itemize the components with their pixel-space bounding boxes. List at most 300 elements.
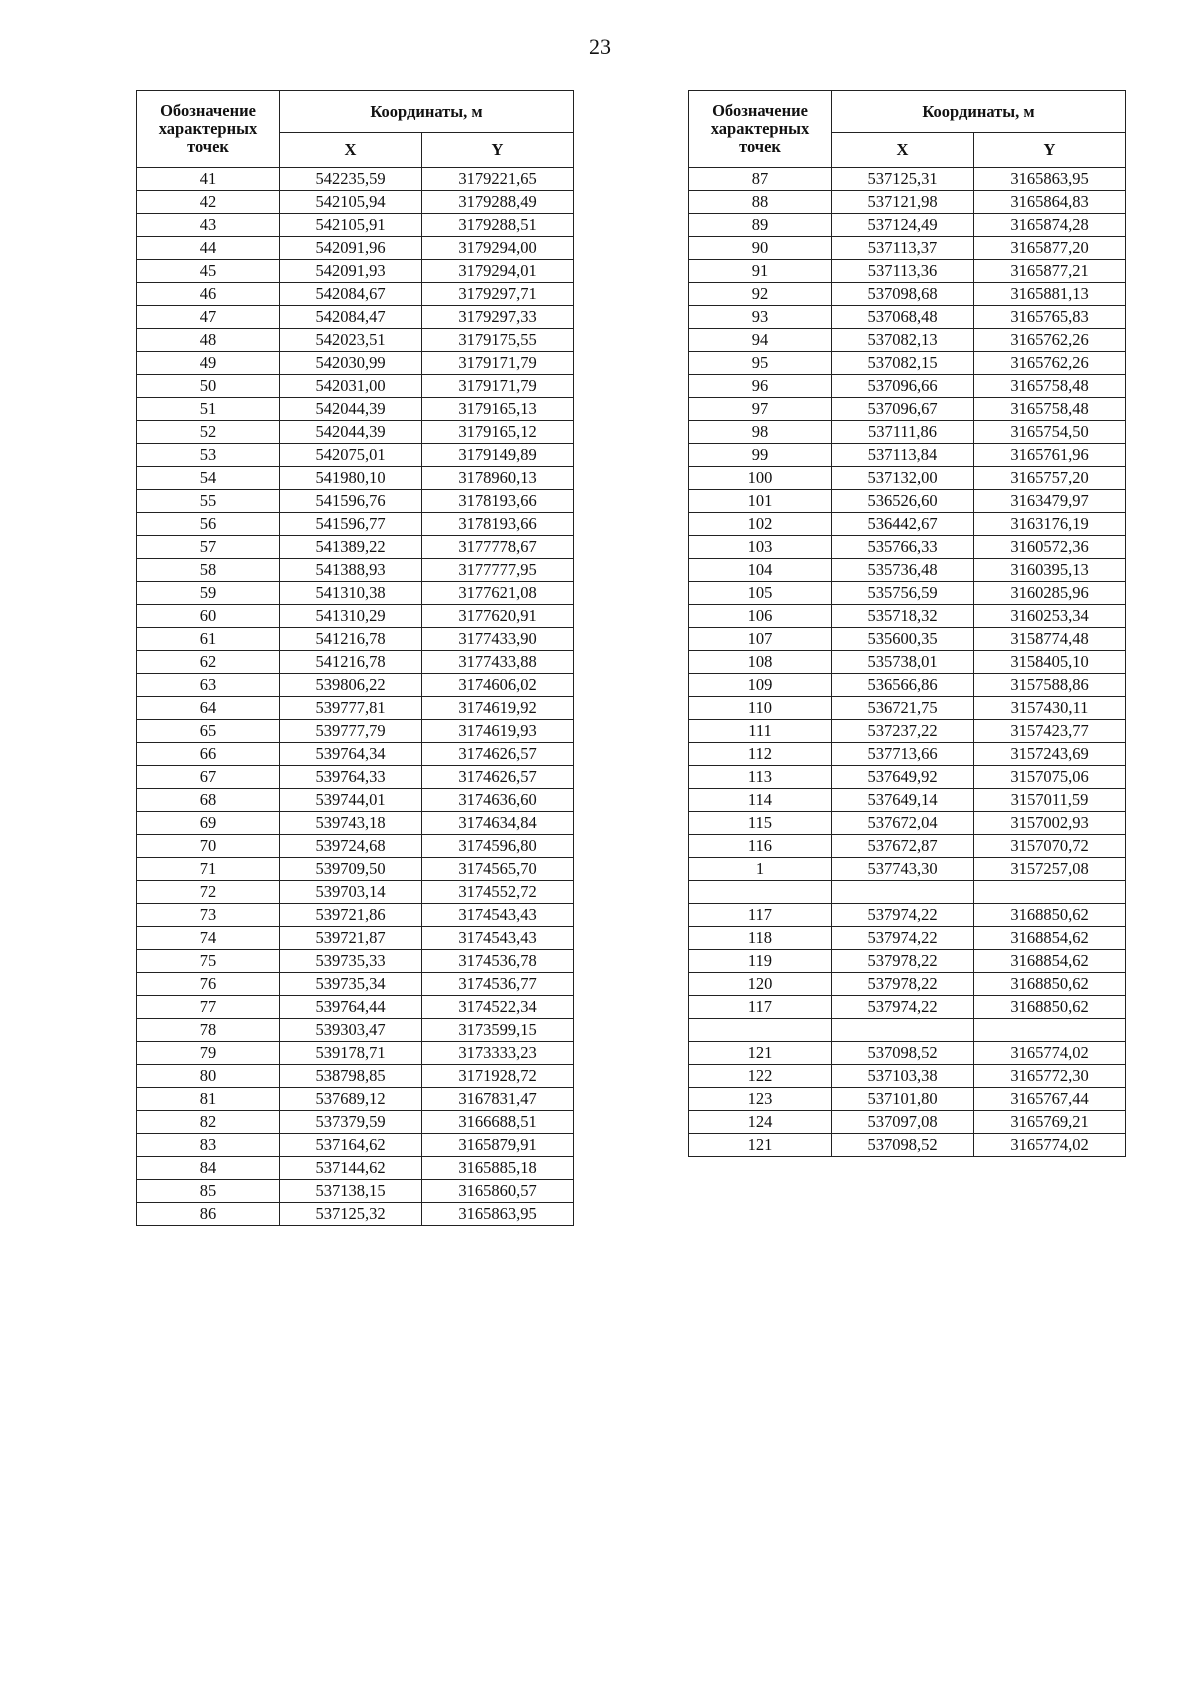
point-cell: 70 bbox=[137, 835, 280, 858]
table-row bbox=[689, 812, 1126, 835]
table-row bbox=[137, 812, 574, 835]
y-coordinate-cell: 3179297,33 bbox=[422, 306, 574, 329]
y-coordinate-cell: 3179149,89 bbox=[422, 444, 574, 467]
y-coordinate-cell: 3179297,71 bbox=[422, 283, 574, 306]
point-cell: 115 bbox=[689, 812, 832, 835]
point-cell: 57 bbox=[137, 536, 280, 559]
y-coordinate-cell: 3157588,86 bbox=[974, 674, 1126, 697]
table-row bbox=[137, 835, 574, 858]
table-row bbox=[689, 1134, 1126, 1157]
point-cell: 72 bbox=[137, 881, 280, 904]
y-coordinate-cell: 3174606,02 bbox=[422, 674, 574, 697]
point-cell: 63 bbox=[137, 674, 280, 697]
x-coordinate-cell: 542084,67 bbox=[280, 283, 422, 306]
x-coordinate-cell: 541596,77 bbox=[280, 513, 422, 536]
x-coordinate-cell: 541216,78 bbox=[280, 628, 422, 651]
point-cell: 75 bbox=[137, 950, 280, 973]
y-coordinate-cell: 3174626,57 bbox=[422, 743, 574, 766]
point-cell: 86 bbox=[137, 1203, 280, 1226]
y-coordinate-cell: 3174522,34 bbox=[422, 996, 574, 1019]
point-cell: 83 bbox=[137, 1134, 280, 1157]
point-cell: 95 bbox=[689, 352, 832, 375]
y-coordinate-cell: 3165863,95 bbox=[422, 1203, 574, 1226]
point-cell: 117 bbox=[689, 996, 832, 1019]
y-coordinate-cell: 3178960,13 bbox=[422, 467, 574, 490]
point-cell: 54 bbox=[137, 467, 280, 490]
y-coordinate-cell: 3179165,12 bbox=[422, 421, 574, 444]
table-row bbox=[137, 766, 574, 789]
y-coordinate-cell: 3157257,08 bbox=[974, 858, 1126, 881]
y-coordinate-cell: 3160253,34 bbox=[974, 605, 1126, 628]
point-cell: 50 bbox=[137, 375, 280, 398]
table-row bbox=[137, 950, 574, 973]
point-cell: 110 bbox=[689, 697, 832, 720]
table-row bbox=[689, 513, 1126, 536]
point-cell: 94 bbox=[689, 329, 832, 352]
point-cell: 69 bbox=[137, 812, 280, 835]
x-coordinate-cell: 536526,60 bbox=[832, 490, 974, 513]
table-row bbox=[689, 858, 1126, 881]
coordinates-table-left-body bbox=[137, 168, 574, 1226]
y-coordinate-cell: 3165754,50 bbox=[974, 421, 1126, 444]
y-coordinate-cell: 3179175,55 bbox=[422, 329, 574, 352]
x-coordinate-cell: 537974,22 bbox=[832, 904, 974, 927]
y-coordinate-cell: 3165877,21 bbox=[974, 260, 1126, 283]
point-cell: 111 bbox=[689, 720, 832, 743]
y-coordinate-cell: 3174626,57 bbox=[422, 766, 574, 789]
y-coordinate-cell: 3165761,96 bbox=[974, 444, 1126, 467]
x-coordinate-cell: 539764,34 bbox=[280, 743, 422, 766]
coordinates-header: Координаты, м bbox=[832, 91, 1126, 133]
page-number: 23 bbox=[589, 34, 611, 59]
y-coordinate-cell: 3179171,79 bbox=[422, 352, 574, 375]
x-coordinate-cell: 537649,14 bbox=[832, 789, 974, 812]
x-coordinate-cell: 537978,22 bbox=[832, 950, 974, 973]
point-cell: 84 bbox=[137, 1157, 280, 1180]
point-cell: 85 bbox=[137, 1180, 280, 1203]
x-coordinate-cell: 537649,92 bbox=[832, 766, 974, 789]
table-row bbox=[689, 881, 1126, 904]
x-coordinate-cell: 539735,34 bbox=[280, 973, 422, 996]
point-cell: 92 bbox=[689, 283, 832, 306]
y-coordinate-cell: 3171928,72 bbox=[422, 1065, 574, 1088]
point-cell: 100 bbox=[689, 467, 832, 490]
table-row bbox=[689, 651, 1126, 674]
point-cell: 45 bbox=[137, 260, 280, 283]
x-column-header: X bbox=[832, 133, 974, 168]
y-coordinate-cell: 3179294,01 bbox=[422, 260, 574, 283]
table-row bbox=[689, 1065, 1126, 1088]
table-row bbox=[689, 1111, 1126, 1134]
point-cell: 88 bbox=[689, 191, 832, 214]
point-cell: 67 bbox=[137, 766, 280, 789]
table-row bbox=[137, 651, 574, 674]
y-coordinate-cell: 3160395,13 bbox=[974, 559, 1126, 582]
y-coordinate-cell: 3163176,19 bbox=[974, 513, 1126, 536]
x-coordinate-cell: 537974,22 bbox=[832, 927, 974, 950]
table-row bbox=[137, 490, 574, 513]
y-coordinate-cell: 3174619,93 bbox=[422, 720, 574, 743]
x-coordinate-cell: 537111,86 bbox=[832, 421, 974, 444]
y-coordinate-cell: 3165874,28 bbox=[974, 214, 1126, 237]
table-row bbox=[137, 306, 574, 329]
table-row bbox=[689, 306, 1126, 329]
table-row bbox=[137, 467, 574, 490]
y-coordinate-cell: 3173599,15 bbox=[422, 1019, 574, 1042]
point-designation-header: Обозначение характерных точек bbox=[137, 91, 280, 168]
point-cell: 49 bbox=[137, 352, 280, 375]
table-row bbox=[689, 375, 1126, 398]
x-coordinate-cell: 536566,86 bbox=[832, 674, 974, 697]
x-coordinate-cell: 536442,67 bbox=[832, 513, 974, 536]
point-cell bbox=[689, 881, 832, 904]
coordinates-table-right bbox=[688, 90, 1126, 1157]
x-coordinate-cell: 539178,71 bbox=[280, 1042, 422, 1065]
point-cell: 112 bbox=[689, 743, 832, 766]
x-coordinate-cell: 541310,38 bbox=[280, 582, 422, 605]
table-row bbox=[689, 421, 1126, 444]
y-coordinate-cell: 3174565,70 bbox=[422, 858, 574, 881]
table-row bbox=[137, 904, 574, 927]
y-coordinate-cell: 3174543,43 bbox=[422, 927, 574, 950]
point-cell: 43 bbox=[137, 214, 280, 237]
point-cell: 44 bbox=[137, 237, 280, 260]
y-coordinate-cell: 3179288,49 bbox=[422, 191, 574, 214]
x-coordinate-cell: 541596,76 bbox=[280, 490, 422, 513]
point-cell: 96 bbox=[689, 375, 832, 398]
x-coordinate-cell: 537121,98 bbox=[832, 191, 974, 214]
x-coordinate-cell: 537113,37 bbox=[832, 237, 974, 260]
table-row bbox=[689, 237, 1126, 260]
table-row bbox=[689, 743, 1126, 766]
table-row bbox=[689, 720, 1126, 743]
table-row bbox=[689, 973, 1126, 996]
point-cell: 56 bbox=[137, 513, 280, 536]
point-cell: 109 bbox=[689, 674, 832, 697]
y-coordinate-cell: 3165758,48 bbox=[974, 398, 1126, 421]
table-row bbox=[137, 628, 574, 651]
point-cell: 64 bbox=[137, 697, 280, 720]
point-cell bbox=[689, 1019, 832, 1042]
table-row bbox=[137, 1065, 574, 1088]
table-row bbox=[689, 789, 1126, 812]
x-coordinate-cell: 537237,22 bbox=[832, 720, 974, 743]
y-coordinate-cell: 3179171,79 bbox=[422, 375, 574, 398]
y-coordinate-cell bbox=[974, 881, 1126, 904]
table-row bbox=[689, 674, 1126, 697]
table-row bbox=[137, 191, 574, 214]
point-cell: 91 bbox=[689, 260, 832, 283]
table-row bbox=[689, 352, 1126, 375]
y-coordinate-cell: 3174634,84 bbox=[422, 812, 574, 835]
y-coordinate-cell: 3177620,91 bbox=[422, 605, 574, 628]
point-cell: 60 bbox=[137, 605, 280, 628]
x-coordinate-cell: 537096,66 bbox=[832, 375, 974, 398]
y-coordinate-cell: 3158774,48 bbox=[974, 628, 1126, 651]
table-row bbox=[137, 444, 574, 467]
table-row bbox=[689, 582, 1126, 605]
point-cell: 59 bbox=[137, 582, 280, 605]
x-coordinate-cell: 541389,22 bbox=[280, 536, 422, 559]
point-cell: 93 bbox=[689, 306, 832, 329]
point-cell: 82 bbox=[137, 1111, 280, 1134]
x-coordinate-cell: 537098,68 bbox=[832, 283, 974, 306]
table-row bbox=[689, 490, 1126, 513]
y-coordinate-cell: 3165863,95 bbox=[974, 168, 1126, 191]
x-coordinate-cell: 542030,99 bbox=[280, 352, 422, 375]
x-coordinate-cell: 537132,00 bbox=[832, 467, 974, 490]
y-coordinate-cell: 3168854,62 bbox=[974, 927, 1126, 950]
point-cell: 71 bbox=[137, 858, 280, 881]
table-row bbox=[137, 214, 574, 237]
y-coordinate-cell: 3174619,92 bbox=[422, 697, 574, 720]
x-coordinate-cell: 542044,39 bbox=[280, 398, 422, 421]
y-coordinate-cell: 3165757,20 bbox=[974, 467, 1126, 490]
y-coordinate-cell: 3178193,66 bbox=[422, 490, 574, 513]
table-row bbox=[137, 973, 574, 996]
x-coordinate-cell: 539744,01 bbox=[280, 789, 422, 812]
point-cell: 81 bbox=[137, 1088, 280, 1111]
point-cell: 97 bbox=[689, 398, 832, 421]
x-coordinate-cell: 537096,67 bbox=[832, 398, 974, 421]
point-cell: 122 bbox=[689, 1065, 832, 1088]
point-cell: 104 bbox=[689, 559, 832, 582]
y-coordinate-cell: 3179165,13 bbox=[422, 398, 574, 421]
point-cell: 52 bbox=[137, 421, 280, 444]
table-row bbox=[137, 329, 574, 352]
table-row bbox=[137, 352, 574, 375]
point-cell: 48 bbox=[137, 329, 280, 352]
point-cell: 114 bbox=[689, 789, 832, 812]
point-cell: 123 bbox=[689, 1088, 832, 1111]
point-cell: 121 bbox=[689, 1134, 832, 1157]
y-coordinate-cell: 3165762,26 bbox=[974, 329, 1126, 352]
table-row bbox=[137, 1019, 574, 1042]
y-coordinate-cell: 3165864,83 bbox=[974, 191, 1126, 214]
x-coordinate-cell: 535738,01 bbox=[832, 651, 974, 674]
point-cell: 74 bbox=[137, 927, 280, 950]
table-row bbox=[689, 950, 1126, 973]
point-cell: 105 bbox=[689, 582, 832, 605]
table-row bbox=[137, 927, 574, 950]
x-coordinate-cell: 537098,52 bbox=[832, 1134, 974, 1157]
x-coordinate-cell: 537672,87 bbox=[832, 835, 974, 858]
point-cell: 121 bbox=[689, 1042, 832, 1065]
y-coordinate-cell: 3157070,72 bbox=[974, 835, 1126, 858]
table-row bbox=[689, 996, 1126, 1019]
y-coordinate-cell: 3177621,08 bbox=[422, 582, 574, 605]
table-row bbox=[137, 1203, 574, 1226]
point-cell: 113 bbox=[689, 766, 832, 789]
y-coordinate-cell: 3157075,06 bbox=[974, 766, 1126, 789]
y-column-header: Y bbox=[974, 133, 1126, 168]
y-coordinate-cell: 3177778,67 bbox=[422, 536, 574, 559]
x-coordinate-cell: 542031,00 bbox=[280, 375, 422, 398]
table-row bbox=[689, 835, 1126, 858]
y-coordinate-cell: 3157002,93 bbox=[974, 812, 1126, 835]
y-coordinate-cell: 3178193,66 bbox=[422, 513, 574, 536]
x-coordinate-cell: 537164,62 bbox=[280, 1134, 422, 1157]
y-coordinate-cell: 3165774,02 bbox=[974, 1134, 1126, 1157]
table-row bbox=[137, 559, 574, 582]
point-cell: 117 bbox=[689, 904, 832, 927]
y-coordinate-cell: 3165758,48 bbox=[974, 375, 1126, 398]
y-coordinate-cell: 3160572,36 bbox=[974, 536, 1126, 559]
y-coordinate-cell: 3165767,44 bbox=[974, 1088, 1126, 1111]
table-row bbox=[137, 513, 574, 536]
table-row bbox=[689, 927, 1126, 950]
y-coordinate-cell: 3167831,47 bbox=[422, 1088, 574, 1111]
x-coordinate-cell bbox=[832, 1019, 974, 1042]
x-coordinate-cell: 539777,79 bbox=[280, 720, 422, 743]
table-row bbox=[137, 168, 574, 191]
y-coordinate-cell: 3173333,23 bbox=[422, 1042, 574, 1065]
table-row bbox=[137, 237, 574, 260]
y-coordinate-cell: 3157011,59 bbox=[974, 789, 1126, 812]
x-coordinate-cell: 537713,66 bbox=[832, 743, 974, 766]
y-coordinate-cell: 3165769,21 bbox=[974, 1111, 1126, 1134]
y-coordinate-cell: 3174543,43 bbox=[422, 904, 574, 927]
y-coordinate-cell: 3174536,77 bbox=[422, 973, 574, 996]
table-row bbox=[137, 605, 574, 628]
x-coordinate-cell: 539703,14 bbox=[280, 881, 422, 904]
point-cell: 68 bbox=[137, 789, 280, 812]
x-coordinate-cell: 541216,78 bbox=[280, 651, 422, 674]
point-cell: 101 bbox=[689, 490, 832, 513]
table-row bbox=[689, 536, 1126, 559]
table-row bbox=[137, 881, 574, 904]
table-row bbox=[689, 168, 1126, 191]
table-row bbox=[689, 214, 1126, 237]
point-designation-header: Обозначение характерных точек bbox=[689, 91, 832, 168]
y-coordinate-cell: 3165762,26 bbox=[974, 352, 1126, 375]
table-row bbox=[689, 398, 1126, 421]
y-coordinate-cell: 3177433,90 bbox=[422, 628, 574, 651]
x-coordinate-cell: 537138,15 bbox=[280, 1180, 422, 1203]
point-cell: 99 bbox=[689, 444, 832, 467]
y-coordinate-cell: 3179294,00 bbox=[422, 237, 574, 260]
table-row bbox=[137, 743, 574, 766]
table-row bbox=[137, 697, 574, 720]
y-coordinate-cell: 3158405,10 bbox=[974, 651, 1126, 674]
point-cell: 78 bbox=[137, 1019, 280, 1042]
y-coordinate-cell: 3168850,62 bbox=[974, 996, 1126, 1019]
y-coordinate-cell: 3166688,51 bbox=[422, 1111, 574, 1134]
point-cell: 120 bbox=[689, 973, 832, 996]
x-coordinate-cell: 539743,18 bbox=[280, 812, 422, 835]
table-row bbox=[689, 559, 1126, 582]
x-coordinate-cell: 542105,91 bbox=[280, 214, 422, 237]
table-row bbox=[137, 674, 574, 697]
table-row bbox=[137, 720, 574, 743]
x-coordinate-cell: 535756,59 bbox=[832, 582, 974, 605]
y-coordinate-cell: 3168854,62 bbox=[974, 950, 1126, 973]
y-coordinate-cell: 3168850,62 bbox=[974, 973, 1126, 996]
y-coordinate-cell: 3179221,65 bbox=[422, 168, 574, 191]
table-row bbox=[689, 329, 1126, 352]
x-coordinate-cell: 539709,50 bbox=[280, 858, 422, 881]
table-row bbox=[689, 467, 1126, 490]
coordinates-header: Координаты, м bbox=[280, 91, 574, 133]
x-coordinate-cell: 539724,68 bbox=[280, 835, 422, 858]
x-coordinate-cell: 537113,36 bbox=[832, 260, 974, 283]
table-row bbox=[137, 421, 574, 444]
x-coordinate-cell: 539721,87 bbox=[280, 927, 422, 950]
x-coordinate-cell: 537974,22 bbox=[832, 996, 974, 1019]
x-coordinate-cell: 536721,75 bbox=[832, 697, 974, 720]
point-cell: 79 bbox=[137, 1042, 280, 1065]
y-column-header: Y bbox=[422, 133, 574, 168]
table-row bbox=[137, 996, 574, 1019]
x-coordinate-cell: 539735,33 bbox=[280, 950, 422, 973]
table-row bbox=[137, 260, 574, 283]
y-coordinate-cell: 3165879,91 bbox=[422, 1134, 574, 1157]
point-cell: 98 bbox=[689, 421, 832, 444]
y-coordinate-cell: 3165765,83 bbox=[974, 306, 1126, 329]
y-coordinate-cell: 3160285,96 bbox=[974, 582, 1126, 605]
x-coordinate-cell: 539303,47 bbox=[280, 1019, 422, 1042]
point-cell: 47 bbox=[137, 306, 280, 329]
y-coordinate-cell: 3165772,30 bbox=[974, 1065, 1126, 1088]
x-coordinate-cell: 537124,49 bbox=[832, 214, 974, 237]
x-coordinate-cell: 537113,84 bbox=[832, 444, 974, 467]
x-coordinate-cell: 541310,29 bbox=[280, 605, 422, 628]
table-row bbox=[137, 536, 574, 559]
x-coordinate-cell: 541388,93 bbox=[280, 559, 422, 582]
x-coordinate-cell: 542091,93 bbox=[280, 260, 422, 283]
x-coordinate-cell: 542091,96 bbox=[280, 237, 422, 260]
coordinates-table-right-body bbox=[689, 168, 1126, 1157]
x-coordinate-cell: 537097,08 bbox=[832, 1111, 974, 1134]
x-coordinate-cell: 535766,33 bbox=[832, 536, 974, 559]
point-cell: 73 bbox=[137, 904, 280, 927]
y-coordinate-cell: 3165860,57 bbox=[422, 1180, 574, 1203]
x-coordinate-cell: 537098,52 bbox=[832, 1042, 974, 1065]
point-cell: 53 bbox=[137, 444, 280, 467]
x-coordinate-cell: 542075,01 bbox=[280, 444, 422, 467]
y-coordinate-cell: 3174552,72 bbox=[422, 881, 574, 904]
table-row bbox=[137, 1157, 574, 1180]
table-row bbox=[137, 398, 574, 421]
x-coordinate-cell: 537125,32 bbox=[280, 1203, 422, 1226]
y-coordinate-cell: 3165774,02 bbox=[974, 1042, 1126, 1065]
x-coordinate-cell: 539721,86 bbox=[280, 904, 422, 927]
x-coordinate-cell: 542105,94 bbox=[280, 191, 422, 214]
x-coordinate-cell: 539764,44 bbox=[280, 996, 422, 1019]
point-cell: 76 bbox=[137, 973, 280, 996]
y-coordinate-cell: 3165885,18 bbox=[422, 1157, 574, 1180]
x-coordinate-cell: 537978,22 bbox=[832, 973, 974, 996]
point-cell: 89 bbox=[689, 214, 832, 237]
x-coordinate-cell: 542084,47 bbox=[280, 306, 422, 329]
table-row bbox=[689, 191, 1126, 214]
x-coordinate-cell: 537082,15 bbox=[832, 352, 974, 375]
point-cell: 61 bbox=[137, 628, 280, 651]
point-cell: 87 bbox=[689, 168, 832, 191]
x-coordinate-cell: 542235,59 bbox=[280, 168, 422, 191]
y-coordinate-cell: 3174596,80 bbox=[422, 835, 574, 858]
x-coordinate-cell: 537103,38 bbox=[832, 1065, 974, 1088]
point-cell: 1 bbox=[689, 858, 832, 881]
table-row bbox=[689, 260, 1126, 283]
y-coordinate-cell: 3157423,77 bbox=[974, 720, 1126, 743]
x-coordinate-cell: 539764,33 bbox=[280, 766, 422, 789]
table-row bbox=[137, 582, 574, 605]
y-coordinate-cell: 3165877,20 bbox=[974, 237, 1126, 260]
point-cell: 118 bbox=[689, 927, 832, 950]
point-cell: 58 bbox=[137, 559, 280, 582]
y-coordinate-cell: 3163479,97 bbox=[974, 490, 1126, 513]
